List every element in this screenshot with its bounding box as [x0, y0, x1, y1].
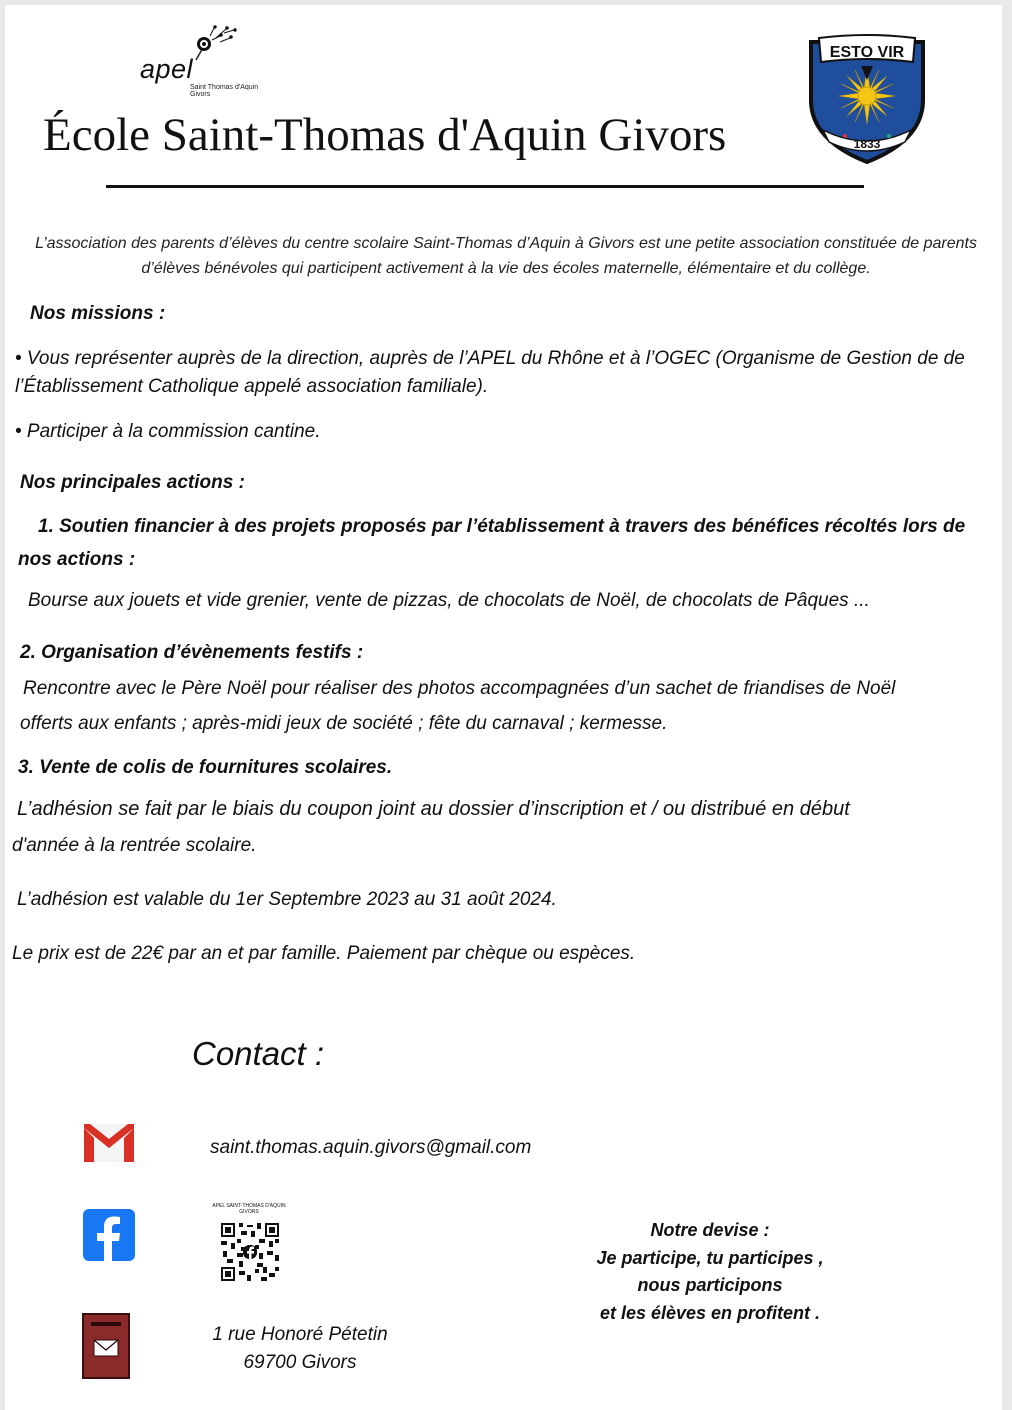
contact-heading: Contact :: [192, 1035, 325, 1072]
facebook-icon[interactable]: [82, 1208, 136, 1262]
apel-logo-subtitle: Saint Thomas d'Aquin Givors: [190, 84, 259, 98]
membership-line2: d'année à la rentrée scolaire.: [12, 835, 257, 856]
motto-line3: nous participons: [637, 1275, 783, 1295]
mission-item-representation: • Vous représenter auprès de la direction, auprès de l’APEL du Rhône et à l’OGEC (Organisme de Gestion de de l’Établissement Catholique appelé association familiale).: [15, 348, 965, 397]
school-crest: [805, 30, 929, 165]
flyer-page: [5, 5, 1002, 1410]
address-street: 1 rue Honoré Pétetin: [212, 1324, 388, 1345]
apel-logo: [130, 20, 260, 105]
actions-heading: Nos principales actions :: [20, 472, 245, 493]
mission-item-cantine: • Participer à la commission cantine.: [15, 421, 321, 442]
motto-line4: et les élèves en profitent .: [599, 1302, 821, 1323]
intro-paragraph: L’association des parents d’élèves du centre scolaire Saint-Thomas d’Aquin à Givors est une petite association constituée de parents d’élèves bénévoles qui participent activement à la vie des écoles maternelle, élémentaire et du collège.: [35, 235, 977, 277]
qr-caption: APEL SAINT-THOMAS D'AQUIN GIVORS: [212, 1203, 286, 1215]
contact-email[interactable]: saint.thomas.aquin.givors@gmail.com: [210, 1137, 532, 1158]
action-2-heading: 2. Organisation d’évènements festifs :: [20, 642, 364, 663]
membership-price: Le prix est de 22€ par an et par famille. Paiement par chèque ou espèces.: [12, 943, 636, 964]
qr-code-icon: [219, 1221, 281, 1283]
apel-logo-word: apel: [140, 54, 194, 84]
facebook-qr-code: [209, 1203, 289, 1289]
postal-address: [210, 1321, 390, 1377]
missions-heading: Nos missions :: [30, 303, 166, 324]
motto-block: [565, 1217, 855, 1327]
action-1-heading: 1. Soutien financier à des projets proposés par l’établissement à travers des bénéfices récoltés lors de nos actions :: [18, 516, 966, 570]
motto-heading: Notre devise :: [650, 1220, 770, 1240]
page-title: École Saint-Thomas d'Aquin Givors: [43, 109, 727, 161]
gmail-icon: [82, 1120, 136, 1164]
title-divider: [106, 185, 864, 188]
action-1-text: Bourse aux jouets et vide grenier, vente de pizzas, de chocolats de Noël, de chocolats de Pâques ...: [28, 590, 870, 611]
membership-line1: L’adhésion se fait par le biais du coupon joint au dossier d’inscription et / ou distribué en début: [17, 798, 850, 820]
address-city: 69700 Givors: [243, 1352, 357, 1373]
crest-motto: ESTO VIR: [829, 44, 905, 61]
crest-year: 1833: [853, 137, 881, 151]
action-3-heading: 3. Vente de colis de fournitures scolaires.: [18, 757, 393, 778]
mailbox-icon: [82, 1313, 130, 1379]
motto-line2: Je participe, tu participes ,: [596, 1247, 824, 1268]
action-2-text-line1: Rencontre avec le Père Noël pour réaliser des photos accompagnées d’un sachet de friandises de Noël: [23, 678, 896, 699]
action-2-text-line2: offerts aux enfants ; après-midi jeux de société ; fête du carnaval ; kermesse.: [20, 713, 668, 734]
membership-validity: L’adhésion est valable du 1er Septembre 2023 au 31 août 2024.: [17, 889, 557, 910]
